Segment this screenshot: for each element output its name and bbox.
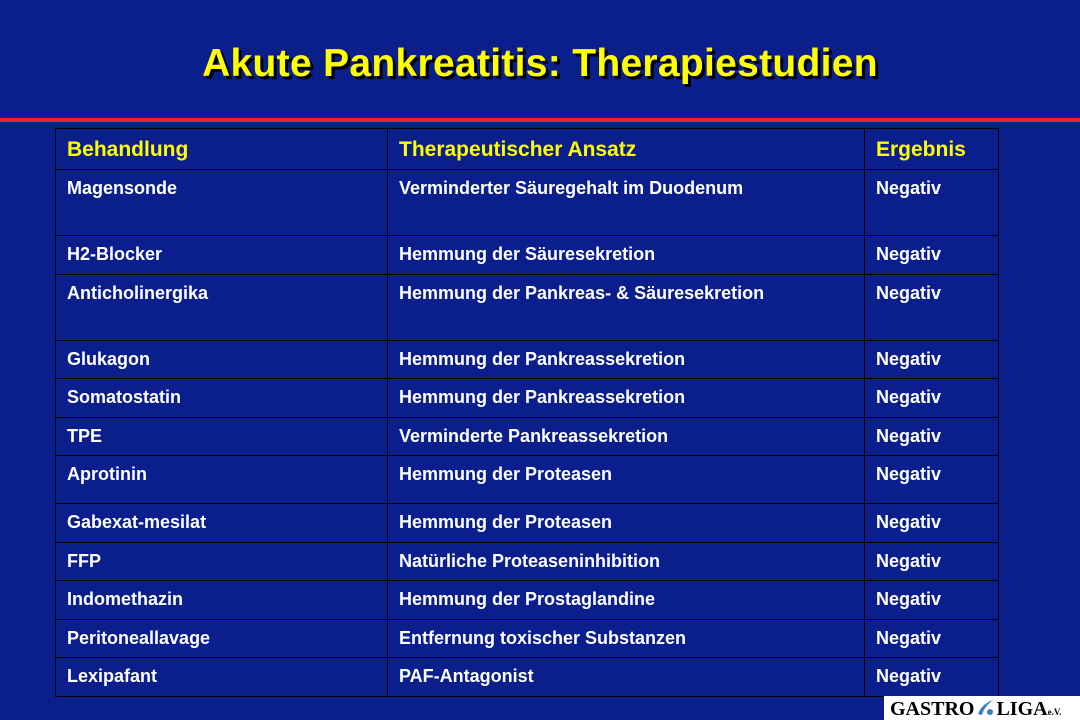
cell-behandlung: Aprotinin — [56, 456, 388, 504]
table-row — [56, 456, 999, 504]
table-row — [56, 340, 999, 379]
cell-ergebnis: Negativ — [865, 542, 999, 581]
cell-behandlung: Glukagon — [56, 340, 388, 379]
cell-behandlung: Peritoneallavage — [56, 619, 388, 658]
logo-suffix: e.V. — [1047, 707, 1062, 717]
cell-ergebnis: Negativ — [865, 274, 999, 340]
cell-behandlung: Somatostatin — [56, 379, 388, 418]
cell-ansatz: Hemmung der Pankreassekretion — [388, 379, 865, 418]
cell-behandlung: TPE — [56, 417, 388, 456]
cell-ansatz: Hemmung der Proteasen — [388, 456, 865, 504]
cell-ansatz: Hemmung der Pankreas- & Säuresekretion — [388, 274, 865, 340]
cell-behandlung: Anticholinergika — [56, 274, 388, 340]
cell-ergebnis: Negativ — [865, 379, 999, 418]
cell-ansatz: Entfernung toxischer Substanzen — [388, 619, 865, 658]
slide-title: Akute Pankreatitis: Therapiestudien — [202, 42, 878, 85]
table-row — [56, 170, 999, 236]
table-row — [56, 236, 999, 275]
table-header-row — [56, 129, 999, 170]
cell-behandlung: FFP — [56, 542, 388, 581]
gastro-liga-logo — [884, 696, 1080, 720]
cell-ergebnis: Negativ — [865, 619, 999, 658]
logo-swoosh-icon — [975, 696, 995, 720]
cell-ansatz: Hemmung der Säuresekretion — [388, 236, 865, 275]
header-behandlung: Behandlung — [56, 129, 388, 170]
cell-ergebnis: Negativ — [865, 456, 999, 504]
title-divider — [0, 118, 1080, 122]
cell-ergebnis: Negativ — [865, 170, 999, 236]
cell-ergebnis: Negativ — [865, 236, 999, 275]
cell-behandlung: Indomethazin — [56, 581, 388, 620]
cell-ergebnis: Negativ — [865, 581, 999, 620]
table-row — [56, 379, 999, 418]
cell-ergebnis: Negativ — [865, 417, 999, 456]
cell-ansatz: Hemmung der Prostaglandine — [388, 581, 865, 620]
cell-behandlung: Lexipafant — [56, 658, 388, 697]
cell-ansatz: Hemmung der Proteasen — [388, 504, 865, 543]
cell-behandlung: H2-Blocker — [56, 236, 388, 275]
table-row — [56, 274, 999, 340]
header-therapeutischer-ansatz: Therapeutischer Ansatz — [388, 129, 865, 170]
cell-behandlung: Gabexat-mesilat — [56, 504, 388, 543]
cell-behandlung: Magensonde — [56, 170, 388, 236]
table-row — [56, 619, 999, 658]
table-row — [56, 417, 999, 456]
therapy-studies-table — [55, 128, 999, 697]
cell-ansatz: PAF-Antagonist — [388, 658, 865, 697]
header-ergebnis: Ergebnis — [865, 129, 999, 170]
table-row — [56, 542, 999, 581]
cell-ansatz: Natürliche Proteaseninhibition — [388, 542, 865, 581]
table-row — [56, 658, 999, 697]
cell-ergebnis: Negativ — [865, 504, 999, 543]
cell-ansatz: Verminderter Säuregehalt im Duodenum — [388, 170, 865, 236]
table-row — [56, 504, 999, 543]
cell-ansatz: Verminderte Pankreassekretion — [388, 417, 865, 456]
cell-ansatz: Hemmung der Pankreassekretion — [388, 340, 865, 379]
logo-text-left: GASTRO — [890, 698, 975, 720]
logo-text-right: LIGA — [996, 698, 1048, 720]
cell-ergebnis: Negativ — [865, 658, 999, 697]
table-row — [56, 581, 999, 620]
cell-ergebnis: Negativ — [865, 340, 999, 379]
